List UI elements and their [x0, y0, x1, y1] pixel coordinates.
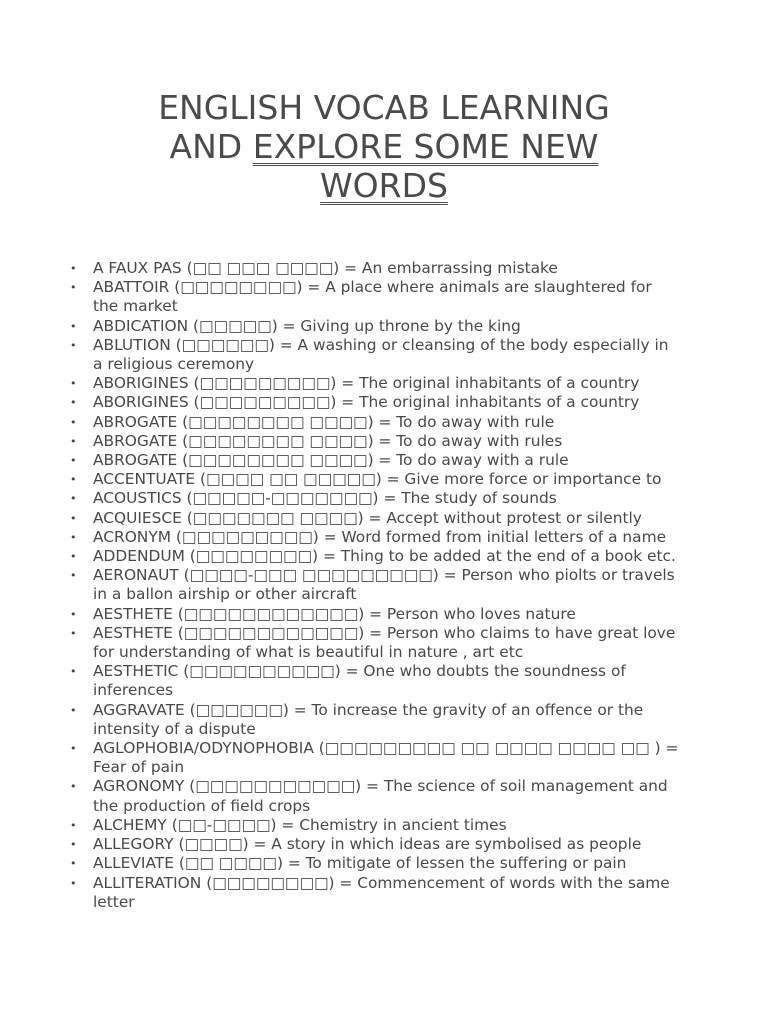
bullet-icon: • [70, 454, 77, 468]
list-item-text: ABROGATE (□□□□□□□□ □□□□) = To do away with rules [93, 431, 563, 450]
list-item-text: ABORIGINES (□□□□□□□□□) = The original inhabitants of a country [93, 393, 640, 412]
list-item-text: ACOUSTICS (□□□□□-□□□□□□□) = The study of sounds [93, 489, 557, 508]
list-item-text: ALCHEMY (□□-□□□□) = Chemistry in ancient times [93, 815, 507, 834]
list-item [70, 470, 680, 489]
list-item [70, 854, 680, 873]
bullet-icon: • [70, 473, 77, 487]
bullet-icon: • [70, 415, 77, 429]
list-item-text: ADDENDUM (□□□□□□□□) = Thing to be added at the end of a book etc. [93, 547, 676, 566]
bullet-icon: • [70, 550, 77, 564]
bullet-icon: • [70, 377, 77, 391]
bullet-icon: • [70, 281, 77, 295]
bullet-icon: • [70, 530, 77, 544]
list-item [70, 835, 680, 854]
title-line-2-prefix: AND [169, 127, 253, 166]
list-item [70, 624, 680, 662]
bullet-icon: • [70, 818, 77, 832]
list-item [70, 874, 680, 912]
list-item-text: AESTHETE (□□□□□□□□□□□□) = Person who claims to have great love for understanding of what is beautiful in nature , art etc [93, 623, 676, 662]
list-item-text: AGRONOMY (□□□□□□□□□□□) = The science of soil management and the production of field crops [93, 777, 668, 815]
vocab-list [70, 259, 680, 912]
title-line-1: ENGLISH VOCAB LEARNING [158, 88, 610, 127]
list-item [70, 317, 680, 336]
list-item-text: ALLEGORY (□□□□) = A story in which ideas are symbolised as people [93, 835, 642, 854]
list-item-text: ALLEVIATE (□□ □□□□) = To mitigate of lessen the suffering or pain [93, 854, 627, 873]
bullet-icon: • [70, 780, 77, 794]
list-item [70, 509, 680, 528]
list-item-text: ACQUIESCE (□□□□□□□ □□□□) = Accept without protest or silently [93, 508, 642, 527]
bullet-icon: • [70, 492, 77, 506]
bullet-icon: • [70, 338, 77, 352]
list-item [70, 259, 680, 278]
list-item [70, 547, 680, 566]
bullet-icon: • [70, 607, 77, 621]
list-item [70, 393, 680, 412]
list-item-text: ABROGATE (□□□□□□□□ □□□□) = To do away with a rule [93, 451, 569, 470]
bullet-icon: • [70, 742, 77, 756]
list-item [70, 739, 680, 777]
bullet-icon: • [70, 626, 77, 640]
list-item [70, 413, 680, 432]
bullet-icon: • [70, 838, 77, 852]
bullet-icon: • [70, 857, 77, 871]
bullet-icon: • [70, 511, 77, 525]
list-item [70, 605, 680, 624]
title-line-3-underlined: WORDS [320, 166, 448, 205]
list-item [70, 566, 680, 604]
list-item [70, 451, 680, 470]
list-item-text: AESTHETE (□□□□□□□□□□□□) = Person who loves nature [93, 604, 576, 623]
list-item [70, 777, 680, 815]
bullet-icon: • [70, 396, 77, 410]
list-item-text: ALLITERATION (□□□□□□□□) = Commencement of words with the same letter [93, 873, 670, 911]
list-item [70, 432, 680, 451]
bullet-icon: • [70, 319, 77, 333]
list-item-text: AGGRAVATE (□□□□□□) = To increase the gravity of an offence or the intensity of a dispute [93, 700, 644, 738]
list-item-text: AGLOPHOBIA/ODYNOPHOBIA (□□□□□□□□□ □□ □□□□ □□□□ □□ ) = Fear of pain [93, 739, 679, 777]
list-item-text: ABROGATE (□□□□□□□□ □□□□) = To do away with rule [93, 412, 555, 431]
list-item-text: AERONAUT (□□□□-□□□ □□□□□□□□□) = Person who piolts or travels in a ballon airship or other aircraft [93, 566, 675, 604]
list-item-text: AESTHETIC (□□□□□□□□□□) = One who doubts the soundness of inferences [93, 662, 626, 700]
list-item [70, 336, 680, 374]
list-item [70, 816, 680, 835]
list-item [70, 489, 680, 508]
bullet-icon: • [70, 703, 77, 717]
bullet-icon: • [70, 665, 77, 679]
bullet-icon: • [70, 876, 77, 890]
list-item-text: ABATTOIR (□□□□□□□□) = A place where animals are slaughtered for the market [93, 278, 652, 316]
bullet-icon: • [70, 262, 77, 275]
list-item [70, 374, 680, 393]
list-item-text: ABORIGINES (□□□□□□□□□) = The original inhabitants of a country [93, 374, 640, 393]
list-item [70, 528, 680, 547]
list-item [70, 662, 680, 700]
bullet-icon: • [70, 569, 77, 583]
bullet-icon: • [70, 434, 77, 448]
list-item-text: ACRONYM (□□□□□□□□□) = Word formed from initial letters of a name [93, 527, 667, 546]
list-item [70, 278, 680, 316]
title-line-2-underlined: EXPLORE SOME NEW [252, 127, 599, 166]
page-title [120, 88, 648, 205]
list-item-text: ABLUTION (□□□□□□) = A washing or cleansing of the body especially in a religious ceremony [93, 335, 669, 374]
list-item-text: A FAUX PAS (□□ □□□ □□□□) = An embarrassing mistake [93, 259, 558, 277]
list-item-text: ABDICATION (□□□□□) = Giving up throne by the king [93, 316, 521, 335]
list-item [70, 701, 680, 739]
list-item-text: ACCENTUATE (□□□□ □□ □□□□□) = Give more force or importance to [93, 470, 662, 489]
